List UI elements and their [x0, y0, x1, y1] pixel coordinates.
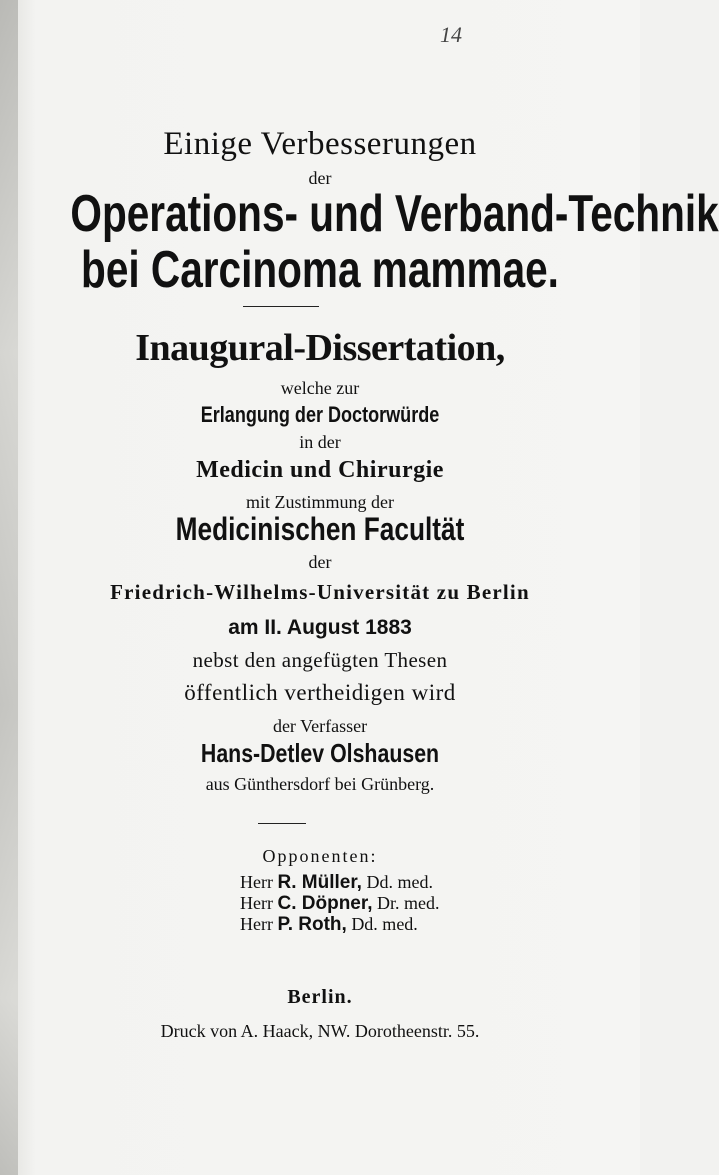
opponent-name: R. Müller,: [277, 872, 362, 893]
opponent-title: Dd. med.: [366, 872, 433, 892]
divider-rule-2: [258, 823, 306, 824]
author-origin: aus Günthersdorf bei Grünberg.: [205, 774, 435, 794]
dissertation-line-5: mit Zustimmung der: [246, 492, 394, 512]
title-line-4-wrap: [0, 240, 640, 300]
imprint-printer: Druck von A. Haack, NW. Dorotheenstr. 55.: [160, 1021, 480, 1041]
opponent-prefix: Herr: [240, 872, 273, 892]
dissertation-line-2: Erlangung der Doctorwürde: [200, 402, 440, 427]
opponents-heading: Opponenten:: [262, 846, 378, 866]
handwritten-page-number: 14: [440, 22, 462, 47]
dissertation-line-12: der Verfasser: [272, 716, 368, 736]
imprint-city: Berlin.: [287, 986, 353, 1008]
dissertation-line-9: am II. August 1883: [228, 616, 412, 639]
dissertation-line-8: Friedrich-Wilhelms-Universität zu Berlin: [110, 580, 530, 604]
dissertation-line-3: in der: [299, 432, 341, 452]
dissertation-line-10: nebst den angefügten Thesen: [192, 648, 448, 672]
opponent-title: Dd. med.: [351, 914, 418, 934]
title-line-3: Operations- und Verband-Technik: [70, 185, 719, 243]
opponent-prefix: Herr: [240, 893, 273, 913]
dissertation-line-6-wrap: [0, 511, 640, 548]
opponent-title: Dr. med.: [377, 893, 440, 913]
title-line-4: bei Carcinoma mammae.: [81, 241, 559, 299]
title-line-2: der: [308, 168, 332, 188]
opponent-name: C. Döpner,: [277, 893, 373, 914]
title-line-1: Einige Verbesserungen: [163, 126, 477, 162]
dissertation-line-4: Medicin und Chirurgie: [196, 457, 444, 483]
dissertation-line-1: welche zur: [280, 378, 360, 398]
author-name-wrap: [0, 738, 640, 769]
dissertation-line-7: der: [308, 552, 332, 572]
opponent-name: P. Roth,: [277, 914, 347, 935]
opponent-prefix: Herr: [240, 914, 273, 934]
divider-rule-1: [243, 306, 319, 307]
opponent-row: [240, 893, 440, 915]
title-line-3-wrap: [0, 184, 719, 244]
opponent-row: [240, 914, 418, 936]
dissertation-line-2-wrap: [0, 402, 640, 428]
dissertation-heading: Inaugural-Dissertation,: [135, 327, 505, 369]
author-name: Hans-Detlev Olshausen: [200, 738, 440, 768]
dissertation-line-11: öffentlich vertheidigen wird: [184, 680, 456, 705]
opponent-row: [240, 872, 433, 894]
dissertation-line-6: Medicinischen Facultät: [175, 511, 465, 547]
